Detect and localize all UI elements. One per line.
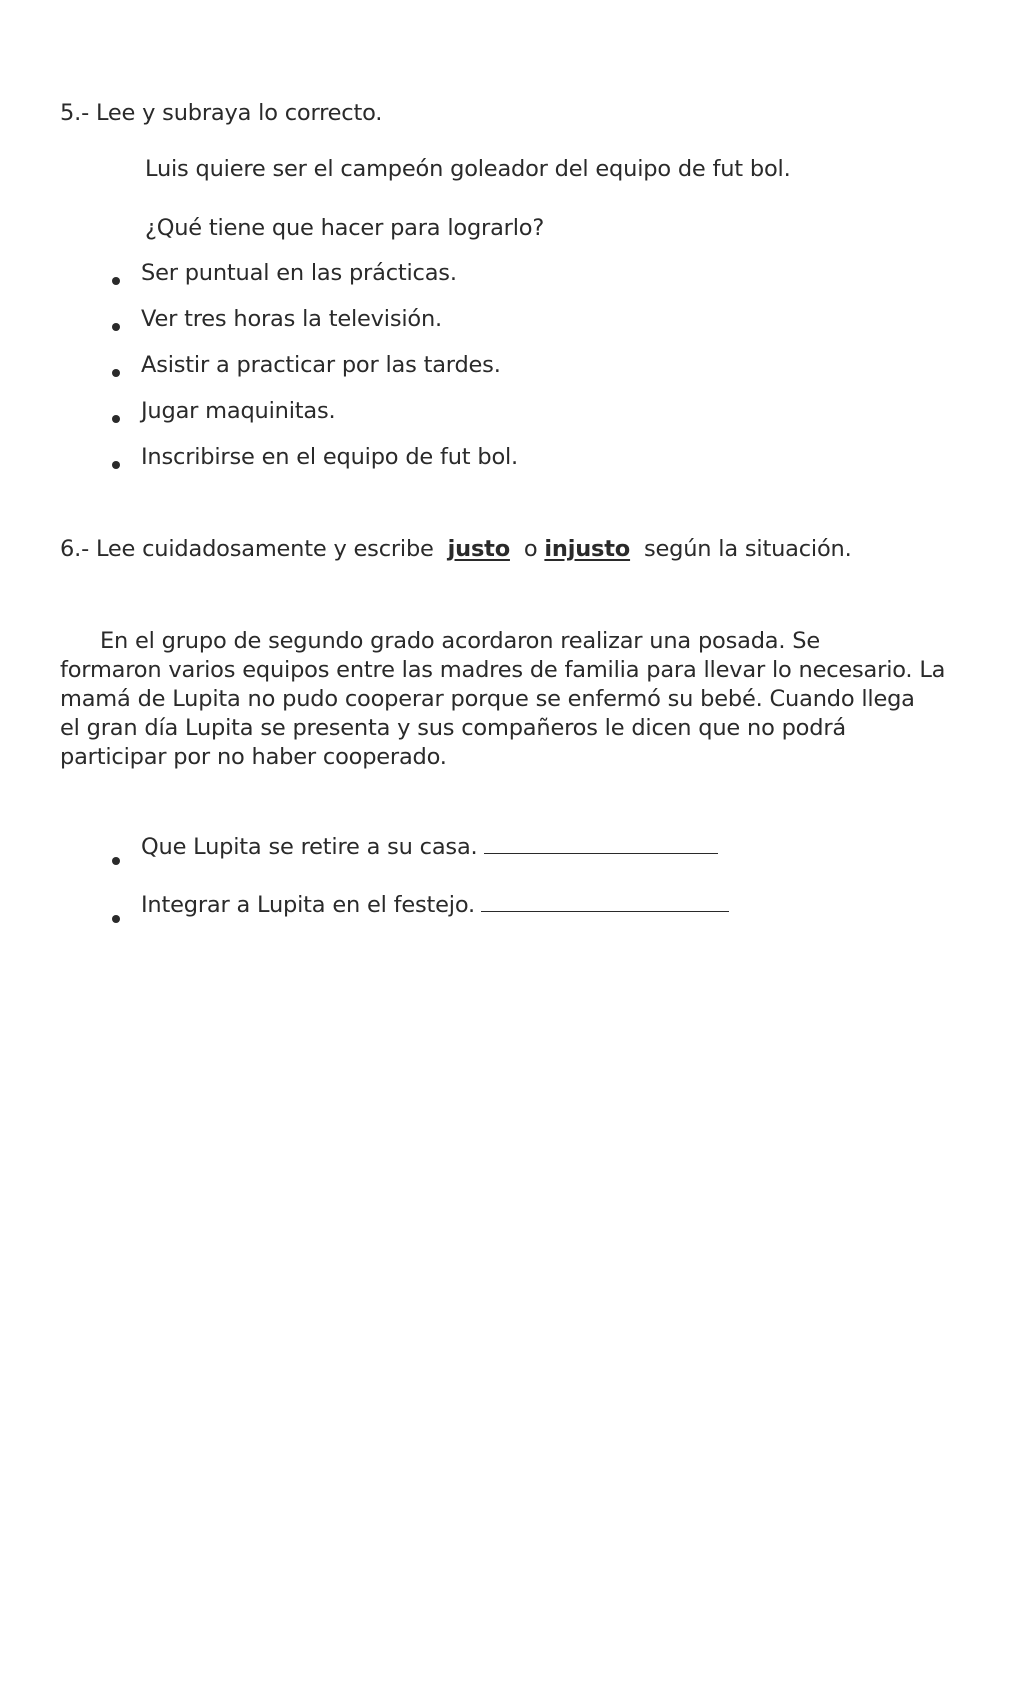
list-item [112,832,729,890]
paragraph-line: En el grupo de segundo grado acordaron realizar una posada. Se [100,628,821,654]
bullet-icon [112,323,120,331]
bullet-icon [112,415,120,423]
list-item[interactable] [112,396,518,442]
keyword-justo: justo [447,536,510,562]
section-5-options-list [112,258,518,488]
item-text: Que Lupita se retire a su casa. [141,834,478,860]
option-text: Ser puntual en las prácticas. [141,260,457,286]
list-item[interactable] [112,258,518,304]
bullet-icon [112,369,120,377]
situation-paragraph [60,627,980,772]
keyword-injusto: injusto [544,536,631,562]
bullet-icon [112,915,120,923]
paragraph-line: mamá de Lupita no pudo cooperar porque se enfermó su bebé. Cuando llega [60,686,915,712]
bullet-icon [112,857,120,865]
option-text: Inscribirse en el equipo de fut bol. [141,444,519,470]
option-text: Ver tres horas la televisión. [141,306,442,332]
list-item[interactable] [112,442,518,488]
answer-blank[interactable] [484,852,718,854]
bullet-icon [112,277,120,285]
heading-suffix: según la situación. [643,536,852,562]
section-5-statement: Luis quiere ser el campeón goleador del equipo de fut bol. [145,156,791,182]
list-item[interactable] [112,350,518,396]
answer-blank[interactable] [481,910,729,912]
heading-prefix: 6.- Lee cuidadosamente y escribe [60,536,434,562]
option-text: Asistir a practicar por las tardes. [141,352,501,378]
section-5-heading: 5.- Lee y subraya lo correcto. [60,100,383,126]
list-item [112,890,729,948]
paragraph-line: el gran día Lupita se presenta y sus compañeros le dicen que no podrá [60,715,846,741]
item-text: Integrar a Lupita en el festejo. [141,892,475,918]
bullet-icon [112,461,120,469]
paragraph-line: participar por no haber cooperado. [60,744,447,770]
section-5-question: ¿Qué tiene que hacer para lograrlo? [145,215,545,241]
paragraph-line: formaron varios equipos entre las madres de familia para llevar lo necesario. La [60,657,946,683]
keyword-connector: o [523,536,538,562]
list-item[interactable] [112,304,518,350]
section-6-heading [60,536,852,562]
section-6-items-list [112,832,729,948]
option-text: Jugar maquinitas. [141,398,336,424]
